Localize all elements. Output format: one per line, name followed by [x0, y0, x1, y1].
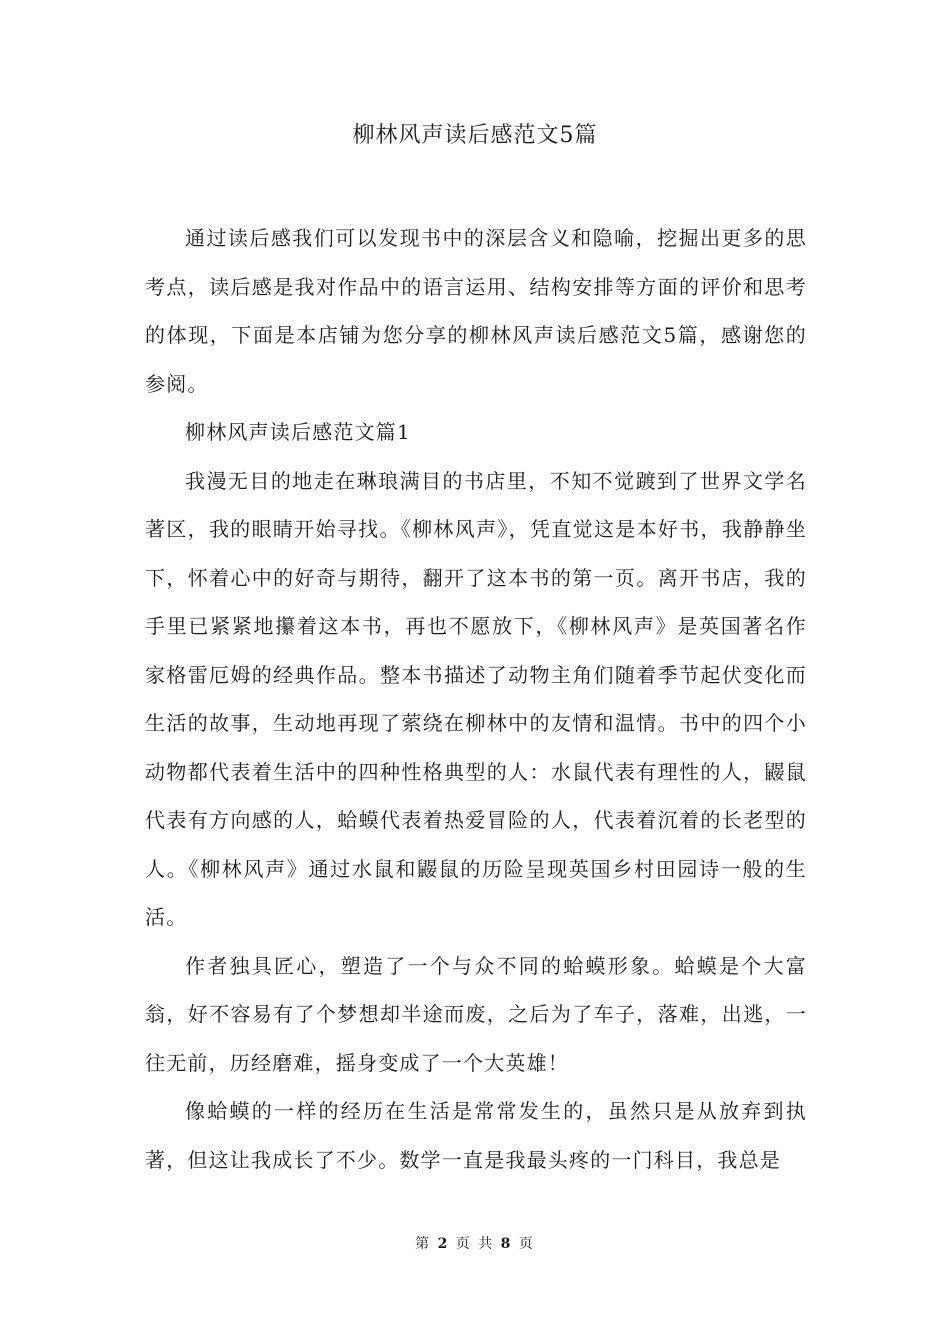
- document-title: 柳林风声读后感范文5篇: [352, 123, 598, 148]
- total-pages-number: 8: [500, 1236, 513, 1252]
- page-footer: [0, 1233, 950, 1253]
- footer-suffix: 页: [518, 1236, 535, 1252]
- body-paragraph-3: 像蛤蟆的一样的经历在生活是常常发生的，虽然只是从放弃到执著，但这让我成长了不少。数学一直是我最头疼的一门科目，我总是: [145, 1099, 807, 1172]
- intro-paragraph: 通过读后感我们可以发现书中的深层含义和隐喻，挖掘出更多的思考点，读后感是我对作品中的语言运用、结构安排等方面的评价和思考的体现，下面是本店铺为您分享的柳林风声读后感范文5篇，感谢您的参阅。: [145, 226, 807, 396]
- footer-prefix: 第: [415, 1236, 432, 1252]
- footer-middle: 页 共: [455, 1236, 495, 1252]
- section-heading: 柳林风声读后感范文篇1: [185, 420, 411, 444]
- current-page-number: 2: [437, 1236, 450, 1252]
- body-paragraph-2: 作者独具匠心，塑造了一个与众不同的蛤蟆形象。蛤蟆是个大富翁，好不容易有了个梦想却半途而废，之后为了车子，落难，出逃，一往无前，历经磨难，摇身变成了一个大英雄！: [145, 953, 807, 1075]
- document-body: [145, 214, 807, 1184]
- body-paragraph-1: 我漫无目的地走在琳琅满目的书店里，不知不觉踱到了世界文学名著区，我的眼睛开始寻找。《柳林风声》，凭直觉这是本好书，我静静坐下，怀着心中的好奇与期待，翻开了这本书的第一页。离开书店，我的手里已紧紧地攥着这本书，再也不愿放下，《柳林风声》是英国著名作家格雷厄姆的经典作品。整本书描述了动物主角们随着季节起伏变化而生活的故事，生动地再现了萦绕在柳林中的友情和温情。书中的四个小动物都代表着生活中的四种性格典型的人：水鼠代表有理性的人，鼹鼠代表有方向感的人，蛤蟆代表着热爱冒险的人，代表着沉着的长老型的人。《柳林风声》通过水鼠和鼹鼠的历险呈现英国乡村田园诗一般的生活。: [145, 468, 807, 929]
